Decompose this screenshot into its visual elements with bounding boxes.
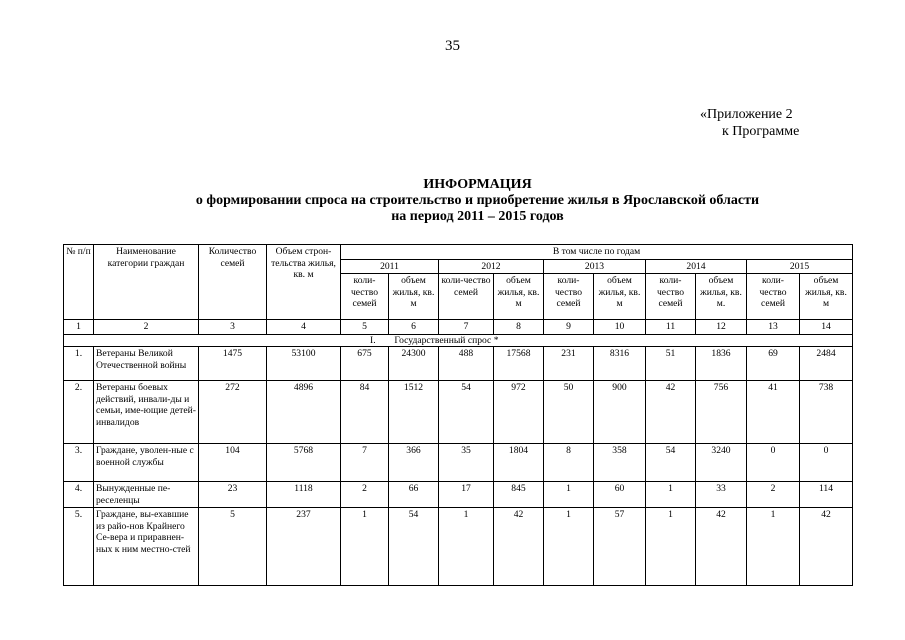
header-year: 2015 [747, 259, 853, 274]
section-cell [64, 334, 853, 347]
row-year-volume: 33 [696, 482, 747, 508]
row-year-volume: 8316 [594, 347, 646, 381]
row-num: 1. [64, 347, 94, 381]
header-num: № п/п [64, 245, 94, 320]
row-year-count: 35 [439, 444, 494, 482]
header-category: Наименование категории граждан [94, 245, 199, 320]
column-number: 14 [800, 320, 853, 335]
appendix-label [700, 106, 900, 140]
row-year-count: 1 [747, 508, 800, 586]
row-year-volume: 42 [494, 508, 544, 586]
header-sub-count: коли-чество семей [544, 274, 594, 320]
table-row [64, 444, 853, 482]
document-title [0, 177, 905, 225]
row-year-volume: 60 [594, 482, 646, 508]
row-year-count: 69 [747, 347, 800, 381]
column-number: 10 [594, 320, 646, 335]
row-volume: 5768 [267, 444, 341, 482]
row-year-volume: 972 [494, 381, 544, 444]
row-year-count: 42 [646, 381, 696, 444]
row-volume: 237 [267, 508, 341, 586]
table-row [64, 482, 853, 508]
column-number: 9 [544, 320, 594, 335]
row-year-volume: 366 [389, 444, 439, 482]
row-year-volume: 17568 [494, 347, 544, 381]
row-families: 104 [199, 444, 267, 482]
row-year-volume: 845 [494, 482, 544, 508]
row-category: Ветераны Великой Отечественной войны [94, 347, 199, 381]
header-sub-volume: объем жилья, кв. м. [696, 274, 747, 320]
header-sub-count: коли-чество семей [747, 274, 800, 320]
row-num: 3. [64, 444, 94, 482]
row-volume: 1118 [267, 482, 341, 508]
header-sub-volume: объем жилья, кв. м [800, 274, 853, 320]
row-year-volume: 738 [800, 381, 853, 444]
header-volume: Объем строн-тельства жилья, кв. м [267, 245, 341, 320]
table-row [64, 347, 853, 381]
row-year-volume: 3240 [696, 444, 747, 482]
section-label: Государственный спрос * [394, 334, 499, 346]
table-row [64, 381, 853, 444]
header-sub-volume: объем жилья, кв. м [494, 274, 544, 320]
row-year-volume: 358 [594, 444, 646, 482]
row-year-count: 41 [747, 381, 800, 444]
row-year-volume: 54 [389, 508, 439, 586]
row-year-count: 675 [341, 347, 389, 381]
header-year: 2011 [341, 259, 439, 274]
row-year-volume: 756 [696, 381, 747, 444]
row-num: 2. [64, 381, 94, 444]
row-year-count: 231 [544, 347, 594, 381]
row-category: Граждане, вы-ехавшие из райо-нов Крайнего Се-вера и приравнен-ных к ним местно-стей [94, 508, 199, 586]
row-year-volume: 1836 [696, 347, 747, 381]
row-year-count: 1 [341, 508, 389, 586]
row-families: 1475 [199, 347, 267, 381]
row-year-volume: 900 [594, 381, 646, 444]
row-year-count: 54 [439, 381, 494, 444]
row-year-volume: 42 [696, 508, 747, 586]
column-number: 12 [696, 320, 747, 335]
column-number: 5 [341, 320, 389, 335]
column-number: 7 [439, 320, 494, 335]
column-number-row [64, 320, 853, 335]
row-year-count: 2 [341, 482, 389, 508]
row-year-count: 1 [544, 508, 594, 586]
row-year-volume: 1512 [389, 381, 439, 444]
column-number: 4 [267, 320, 341, 335]
header-sub-count: коли-чество семей [646, 274, 696, 320]
header-sub-count: коли-чество семей [341, 274, 389, 320]
row-year-count: 1 [646, 482, 696, 508]
row-year-volume: 42 [800, 508, 853, 586]
row-year-volume: 57 [594, 508, 646, 586]
table-row [64, 508, 853, 586]
row-year-volume: 2484 [800, 347, 853, 381]
row-year-volume: 1804 [494, 444, 544, 482]
header-year: 2013 [544, 259, 646, 274]
title-line-2: о формировании спроса на строительство и приобретение жилья в Ярославской области [195, 193, 760, 208]
row-year-count: 17 [439, 482, 494, 508]
row-volume: 53100 [267, 347, 341, 381]
housing-demand-table [63, 244, 853, 586]
header-row-1 [64, 245, 853, 260]
row-year-count: 54 [646, 444, 696, 482]
header-families: Количество семей [199, 245, 267, 320]
row-year-count: 84 [341, 381, 389, 444]
row-year-volume: 114 [800, 482, 853, 508]
column-number: 1 [64, 320, 94, 335]
page-number: 35 [445, 38, 460, 54]
appendix-line-2: к Программе [722, 124, 800, 139]
row-year-count: 488 [439, 347, 494, 381]
row-year-volume: 24300 [389, 347, 439, 381]
row-year-count: 1 [439, 508, 494, 586]
header-by-years: В том числе по годам [341, 245, 853, 260]
column-number: 3 [199, 320, 267, 335]
row-category: Вынужденные пе-реселенцы [94, 482, 199, 508]
row-year-count: 1 [646, 508, 696, 586]
row-year-count: 50 [544, 381, 594, 444]
row-year-volume: 66 [389, 482, 439, 508]
row-families: 5 [199, 508, 267, 586]
column-number: 11 [646, 320, 696, 335]
section-num: I. [370, 334, 376, 346]
header-year: 2012 [439, 259, 544, 274]
appendix-line-1: «Приложение 2 [700, 107, 793, 122]
row-num: 5. [64, 508, 94, 586]
title-line-3: на период 2011 – 2015 годов [391, 209, 564, 224]
row-num: 4. [64, 482, 94, 508]
row-families: 272 [199, 381, 267, 444]
column-number: 6 [389, 320, 439, 335]
row-category: Ветераны боевых действий, инвали-ды и семьи, име-ющие детей-инвалидов [94, 381, 199, 444]
header-sub-volume: объем жилья, кв. м [594, 274, 646, 320]
header-sub-volume: объем жилья, кв. м [389, 274, 439, 320]
row-year-count: 1 [544, 482, 594, 508]
header-year: 2014 [646, 259, 747, 274]
row-year-count: 7 [341, 444, 389, 482]
column-number: 8 [494, 320, 544, 335]
section-row [64, 334, 853, 347]
row-families: 23 [199, 482, 267, 508]
row-year-count: 0 [747, 444, 800, 482]
title-line-1: ИНФОРМАЦИЯ [423, 177, 532, 192]
column-number: 13 [747, 320, 800, 335]
row-year-volume: 0 [800, 444, 853, 482]
row-year-count: 51 [646, 347, 696, 381]
row-year-count: 2 [747, 482, 800, 508]
column-number: 2 [94, 320, 199, 335]
row-year-count: 8 [544, 444, 594, 482]
row-volume: 4896 [267, 381, 341, 444]
header-sub-count: коли-чество семей [439, 274, 494, 320]
row-category: Граждане, уволен-ные с военной службы [94, 444, 199, 482]
